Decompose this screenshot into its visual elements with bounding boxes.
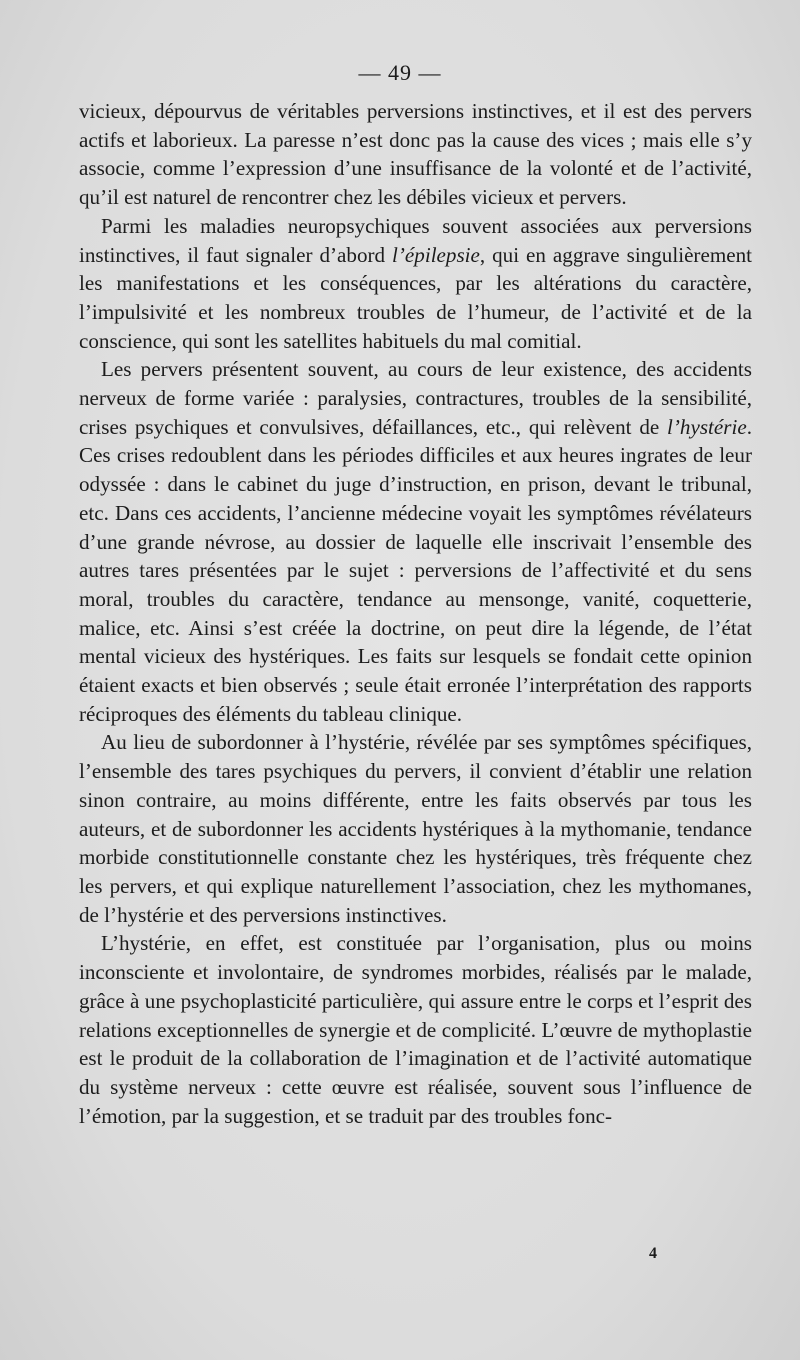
paragraph-2 — [79, 212, 752, 356]
paragraph-2-text-before: Parmi les maladies neuropsychiques souvent associées aux perversions instinctives, il faut signaler d’abord — [79, 213, 752, 267]
paragraph-3-text-after: . Ces crises redoublent dans les périodes difficiles et aux heures ingrates de leur odyssée : dans le cabinet du juge d’instruction, en prison, devant le tribunal, etc. Dans ces accidents, l’ancienne médecine voyait les symptômes révélateurs d’une grande névrose, au dossier de laquelle elle inscrivait l’ensemble des autres tares présentées par le sujet : perversions de l’affectivité et du sens moral, troubles du caractère, tendance au mensonge, vanité, coquetterie, malice, etc. Ainsi s’est créée la doctrine, on peut dire la légende, de l’état mental vicieux des hystériques. Les faits sur lesquels se fondait cette opinion étaient exacts et bien observés ; seule était erronée l’interprétation des rapports réciproques des éléments du tableau clinique. — [79, 414, 752, 726]
paragraph-5: L’hystérie, en effet, est constituée par l’organisation, plus ou moins inconsciente et involontaire, de syndromes morbides, réalisés par le malade, grâce à une psychoplasticité particulière, qui assure entre le corps et l’esprit des relations exceptionnelles de synergie et de complicité. L’œuvre de mythoplastie est le produit de la collaboration de l’imagination et de l’activité automatique du système nerveux : cette œuvre est réalisée, souvent sous l’influence de l’émotion, par la suggestion, et se traduit par des troubles fonc- — [79, 931, 752, 1128]
paragraph-2-text-after: , qui en aggrave singulièrement les manifestations et les conséquences, par les altérations du caractère, l’impulsivité et les nombreux troubles de l’humeur, de l’activité et de la conscience, qui sont les satellites habituels du mal comitial. — [79, 242, 752, 353]
page-number: — 49 — — [358, 60, 442, 85]
paragraph-2-italic-term: l’épilepsie — [392, 242, 480, 267]
signature-mark: 4 — [649, 1245, 657, 1262]
paragraph-1: vicieux, dépourvus de véritables perversions instinctives, et il est des pervers actifs et laborieux. La paresse n’est donc pas la cause des vices ; mais elle s’y associe, comme l’expression d’une insuffisance de la volonté et de l’activité, qu’il est naturel de rencontrer chez les débiles vicieux et pervers. — [79, 99, 752, 210]
paragraph-3 — [79, 355, 752, 728]
body-text — [79, 97, 752, 1130]
paragraph-3-italic-term: l’hystérie — [667, 414, 747, 439]
paragraph-3-text-before: Les pervers présentent souvent, au cours de leur existence, des accidents nerveux de forme variée : paralysies, contractures, troubles de la sensibilité, crises psychiques et convulsives, défaillances, etc., qui relèvent de — [79, 357, 752, 439]
paragraph-4: Au lieu de subordonner à l’hystérie, révélée par ses symptômes spécifiques, l’ensemble des tares psychiques du pervers, il convient d’établir une relation sinon contraire, au moins différente, entre les faits observés par tous les auteurs, et de subordonner les accidents hystériques à la mythomanie, tendance morbide constitutionnelle constante chez les hystériques, très fréquente chez les pervers, et qui explique naturellement l’association, chez les mythomanes, de l’hystérie et des perversions instinctives. — [79, 730, 752, 927]
